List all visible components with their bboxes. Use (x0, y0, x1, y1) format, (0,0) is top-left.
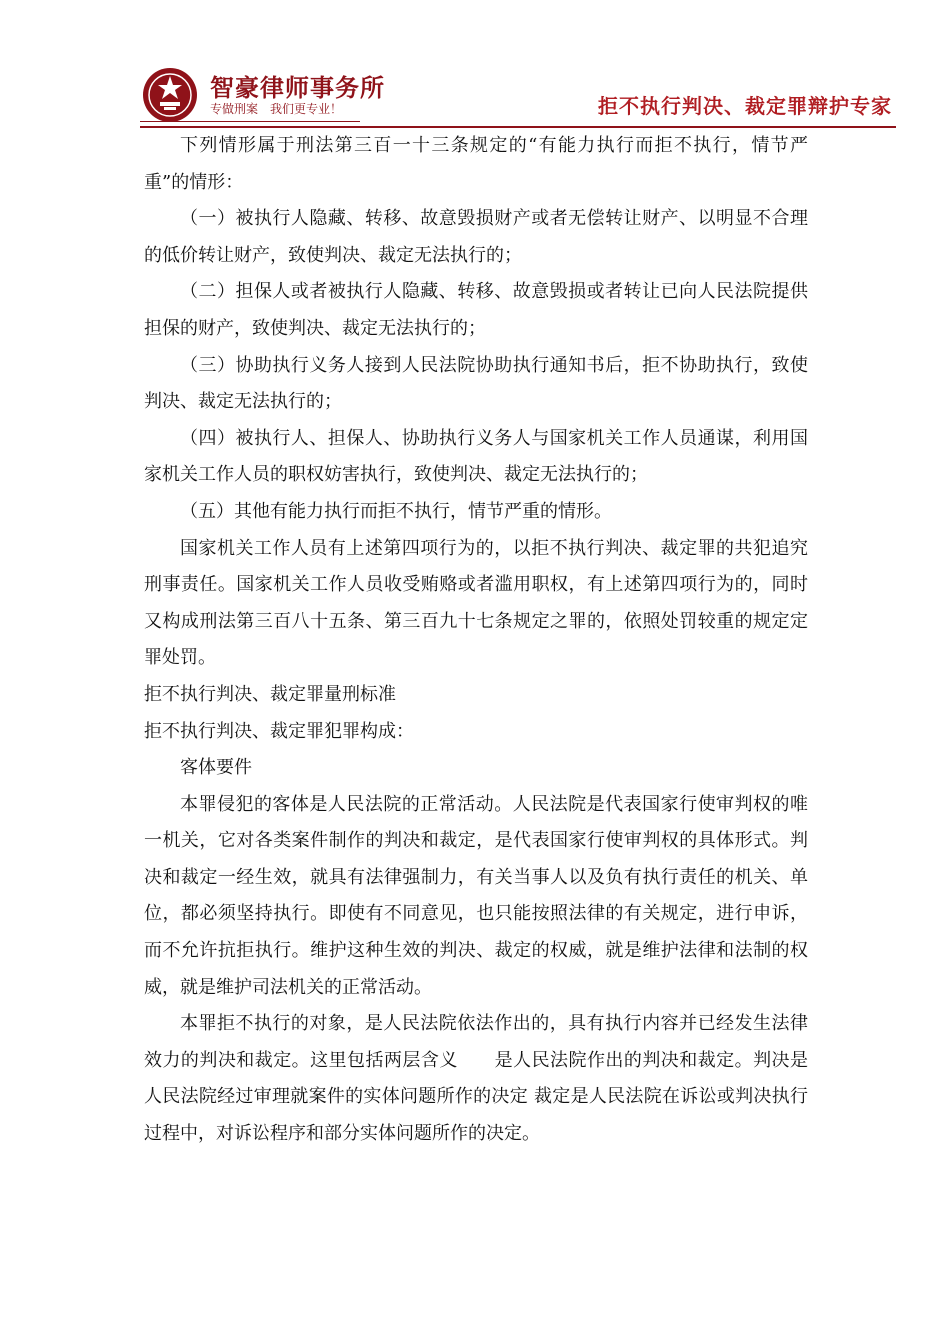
law-firm-slogan: 专做刑案 我们更专业！ (210, 102, 343, 116)
heading-object-element: 客体要件 (180, 757, 252, 779)
page-header (140, 60, 896, 126)
heading-sentencing-standard: 拒不执行判决、裁定罪量刑标准 (144, 683, 396, 705)
heading-crime-constitution: 拒不执行判决、裁定罪犯罪构成： (144, 720, 414, 742)
header-specialty-title: 拒不执行判决、裁定罪辩护专家 (598, 94, 892, 118)
paragraph-item-4: （四）被执行人、担保人、协助执行义务人与国家机关工作人员通谋，利用国家机关工作人员的职权妨害执行，致使判决、裁定无法执行的； (144, 427, 808, 486)
paragraph-intro: 下列情形属于刑法第三百一十三条规定的“有能力执行而拒不执行，情节严重”的情形： (144, 135, 808, 193)
document-body (144, 128, 808, 1153)
paragraph-object: 本罪侵犯的客体是人民法院的正常活动。人民法院是代表国家行使审判权的唯一机关，它对各类案件制作的判决和裁定，是代表国家行使审判权的具体形式。判决和裁定一经生效，就具有法律强制力，有关当事人以及负有执行责任的机关、单位，都必须坚持执行。即使有不同意见，也只能按照法律的有关规定，进行申诉，而不允许抗拒执行。维护这种生效的判决、裁定的权威，就是维护法律和法制的权威，就是维护司法机关的正常活动。 (144, 793, 808, 998)
paragraph-item-2: （二）担保人或者被执行人隐藏、转移、故意毁损或者转让已向人民法院提供担保的财产，致使判决、裁定无法执行的； (144, 281, 808, 339)
paragraph-officials: 国家机关工作人员有上述第四项行为的，以拒不执行判决、裁定罪的共犯追究刑事责任。国家机关工作人员收受贿赂或者滥用职权，有上述第四项行为的，同时又构成刑法第三百八十五条、第三百九十七条规定之罪的，依照处罚较重的规定定罪处罚。 (144, 537, 808, 669)
paragraph-item-1: （一）被执行人隐藏、转移、故意毁损财产或者无偿转让财产、以明显不合理的低价转让财产，致使判决、裁定无法执行的； (144, 208, 808, 266)
paragraph-target: 本罪拒不执行的对象，是人民法院依法作出的，具有执行内容并已经发生法律效力的判决和裁定。这里包括两层含义 是人民法院作出的判决和裁定。判决是人民法院经过审理就案件的实体问题所作的决定 裁定是人民法院在诉讼或判决执行过程中，对诉讼程序和部分实体问题所作的决定。 (144, 1013, 808, 1145)
header-divider-thin (140, 121, 360, 122)
law-firm-emblem-icon (140, 66, 202, 124)
law-firm-name: 智豪律师事务所 (210, 74, 385, 102)
paragraph-item-5: （五）其他有能力执行而拒不执行，情节严重的情形。 (180, 500, 612, 522)
paragraph-item-3: （三）协助执行义务人接到人民法院协助执行通知书后，拒不协助执行，致使判决、裁定无法执行的； (144, 354, 808, 413)
